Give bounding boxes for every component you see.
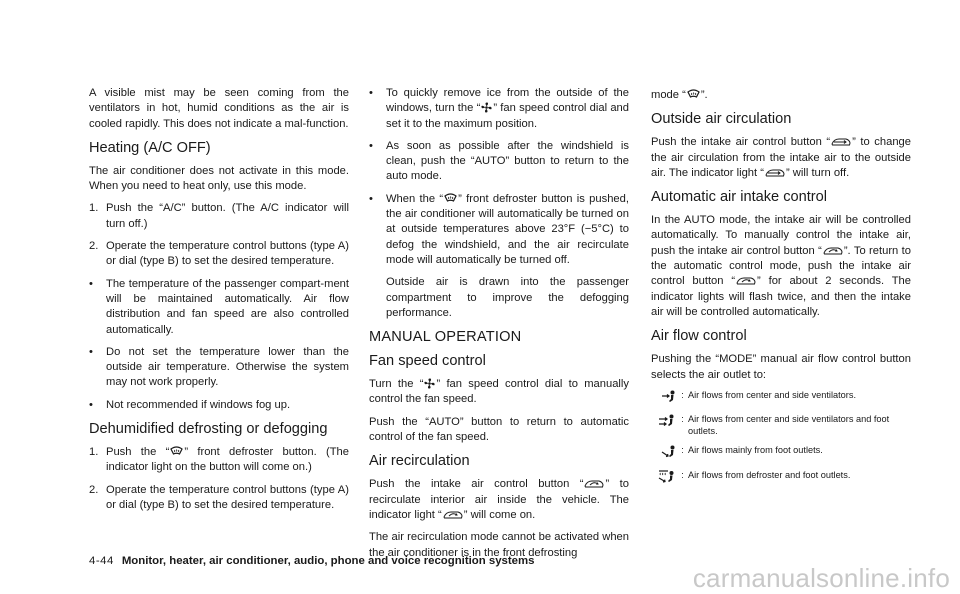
left-column: [89, 86, 349, 520]
recirculation-icon: [443, 510, 463, 520]
fan-icon: [424, 378, 435, 389]
recirculation-paragraph-1: Push the intake air control button “ ” to recirculate interior air inside the vehicle. The indicator light “ ” will come on.: [369, 478, 629, 521]
mode-face: : Air flows from center and side ventilators.: [651, 390, 911, 407]
dehumid-bullet-3: [369, 192, 629, 268]
mode-description: Air flows from center and side ventilators.: [688, 389, 856, 400]
air-recirculation-heading: Air recirculation: [369, 453, 470, 470]
middle-column: [369, 86, 629, 568]
heating-bullet-2: [89, 345, 349, 391]
front-defroster-icon: [444, 193, 457, 204]
heating-step-1: [89, 201, 349, 232]
heating-heading: Heating (A/C OFF): [89, 139, 211, 156]
foot-vent-icon: [661, 445, 677, 458]
bullet-text: The temperature of the passenger compart-ment will be maintained automatically. Air flow distribution and fan speed are also controlled automatically.: [106, 277, 349, 336]
outside-air-icon: [765, 168, 785, 178]
mode-bi-level: : Air flows from center and side ventilators and foot outlets.: [651, 414, 911, 437]
fan-speed-paragraph-2: Push the “AUTO” button to return to automatic control of the fan speed.: [369, 415, 629, 444]
bullet-text: Not recommended if windows fog up.: [106, 398, 291, 411]
defog-note: Outside air is drawn into the passenger compartment to improve the defogging performance.: [386, 276, 629, 319]
front-defroster-icon: [170, 446, 183, 457]
page-number: 4-44: [89, 555, 114, 567]
mode-description: Air flows from defroster and foot outlets.: [688, 469, 851, 480]
intro-paragraph: A visible mist may be seen coming from the ventilators in hot, humid conditions as the air is cooled rapidly. This does not indicate a mal-function.: [89, 87, 349, 130]
step-text: Operate the temperature control buttons (type A) or dial (type B) to set the desired temperature.: [106, 483, 349, 511]
bullet-mark: •: [89, 398, 93, 411]
bullet-text: To quickly remove ice from the outside of the windows, turn the “ ” fan speed control dial and set it to the maximum position.: [386, 87, 629, 130]
dehumid-heading: Dehumidified defrosting or defogging: [89, 421, 328, 438]
fan-speed-heading: Fan speed control: [369, 353, 486, 370]
outside-air-icon: [831, 137, 851, 147]
intake-air-icon: [823, 246, 843, 256]
watermark: carmanualsonline.info: [692, 563, 950, 593]
dehumid-bullet-2: [369, 139, 629, 185]
auto-intake-heading: Automatic air intake control: [651, 189, 828, 206]
step-text: Push the “A/C” button. (The A/C indicator will turn off.): [106, 202, 349, 230]
bullet-text: Do not set the temperature lower than the outside air temperature. Otherwise the system may not work properly.: [106, 345, 349, 389]
front-defroster-icon: [687, 89, 700, 100]
step-number: 2.: [89, 483, 99, 496]
step-number: 1.: [89, 446, 99, 459]
right-column: [651, 88, 911, 494]
heating-step-2: [89, 239, 349, 270]
bullet-mark: •: [89, 345, 93, 358]
mode-description: Air flows from center and side ventilators and foot outlets.: [688, 414, 890, 436]
bi-level-vent-icon: [657, 414, 677, 427]
outside-air-paragraph: Push the intake air control button “ ” to change the air circulation from the intake air to the outside air. The indicator light “ ” will turn off.: [651, 136, 911, 179]
outside-air-heading: Outside air circulation: [651, 111, 792, 128]
air-flow-intro: Pushing the “MODE” manual air flow control button selects the air outlet to:: [651, 353, 911, 381]
bullet-text: When the “ ” front defroster button is pushed, the air conditioner will automatically be turned on at outside temperatures above 23°F (−5°C) to defog the windshield, and the air recirculate mode will automatically be turned off.: [386, 192, 629, 266]
page-footer: [89, 555, 534, 567]
bullet-mark: •: [369, 139, 373, 152]
mode-description: Air flows mainly from foot outlets.: [688, 445, 823, 456]
heating-intro: The air conditioner does not activate in this mode. When you need to heat only, use this mode.: [89, 164, 349, 193]
air-flow-heading: Air flow control: [651, 328, 747, 345]
recirculation-icon: [584, 479, 604, 489]
intake-air-icon: [736, 276, 756, 286]
section-title: Monitor, heater, air conditioner, audio, phone and voice recognition systems: [121, 555, 535, 567]
step-text: Operate the temperature control buttons (type A) or dial (type B) to set the desired temperature.: [106, 240, 349, 268]
step-number: 1.: [89, 202, 99, 215]
fan-speed-paragraph-1: Turn the “ ” fan speed control dial to manually control the fan speed.: [369, 378, 629, 406]
step-text: Push the “ ” front defroster button. (The indicator light on the button will come on.): [106, 446, 349, 474]
dehumid-bullet-1: [369, 86, 629, 132]
heating-bullet-3: [89, 398, 349, 413]
air-flow-mode-list: [651, 390, 911, 487]
continued-text: mode “ ”.: [651, 89, 708, 101]
mode-foot: : Air flows mainly from foot outlets.: [651, 445, 911, 462]
mode-defrost-foot: : Air flows from defroster and foot outlets.: [651, 470, 911, 487]
step-number: 2.: [89, 240, 99, 253]
recirculation-paragraph-2: The air recirculation mode cannot be activated when the air conditioner is in the front defrosting: [369, 531, 629, 559]
dehumid-step-1: [89, 445, 349, 476]
fan-icon: [481, 102, 492, 113]
bullet-mark: •: [369, 87, 373, 99]
defrost-foot-icon: [657, 470, 677, 483]
manual-operation-heading: MANUAL OPERATION: [369, 329, 522, 346]
bullet-text: As soon as possible after the windshield is clean, push the “AUTO” button to return to the auto mode.: [386, 139, 629, 183]
dehumid-step-2: [89, 483, 349, 514]
bullet-mark: •: [89, 277, 93, 290]
face-vent-icon: [661, 390, 677, 403]
bullet-mark: •: [369, 192, 373, 205]
heating-bullet-1: [89, 277, 349, 338]
auto-intake-paragraph: In the AUTO mode, the intake air will be controlled automatically. To manually control the intake air, push the intake air control button “ ”. To return to the automatic control mode, push the intake air control button “ ” for about 2 seconds. The indicator lights will flash twice, and then the intake air will be controlled automatically.: [651, 214, 911, 318]
